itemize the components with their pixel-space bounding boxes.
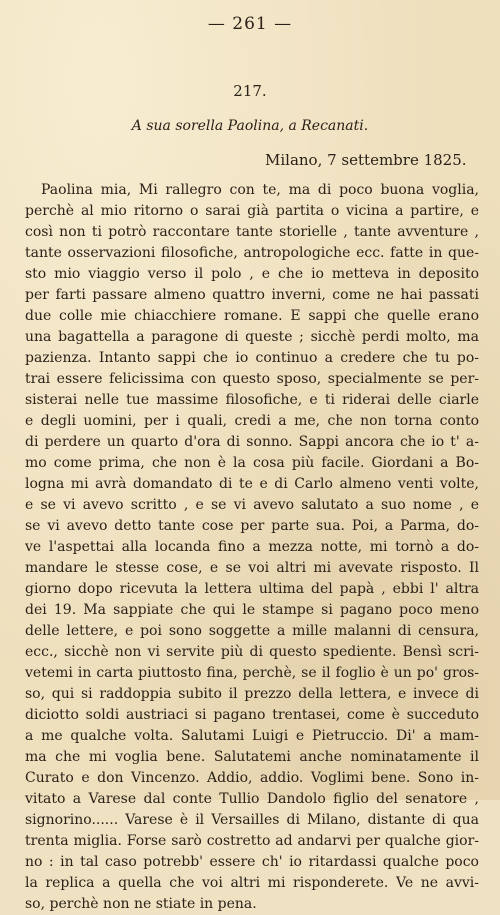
body-line: se vi avevo detto tante cose per parte sua. Poi, a Parma, do- — [25, 518, 479, 534]
body-line: ma che mi voglia bene. Salutatemi anche nominatamente il — [25, 749, 479, 765]
body-line: vitato a Varese dal conte Tullio Dandolo figlio del senatore , — [25, 791, 479, 807]
body-line: pazienza. Intanto sappi che io continuo a credere che tu po- — [25, 350, 479, 366]
body-line: trai essere felicissima con questo sposo, specialmente se per- — [25, 371, 479, 387]
body-line: e se vi avevo scritto , e se vi avevo salutato a suo nome , e — [25, 497, 479, 513]
letter-dateline: Milano, 7 settembre 1825. — [265, 151, 467, 169]
body-line: sisterai nelle tue massime filosofiche, e ti riderai delle ciarle — [25, 392, 479, 408]
body-line: per farti passare almeno quattro inverni, come ne hai passati — [25, 287, 479, 303]
page-number: — 261 — — [207, 14, 293, 34]
body-line: no : in tal caso potrebb' essere ch' io ritardassi qualche poco — [25, 854, 479, 870]
body-line: tante osservazioni filosofiche, antropologiche ecc. fatte in que- — [25, 245, 479, 261]
body-line: vetemi in carta piuttosto fina, perchè, se il foglio è un po' gros- — [25, 665, 479, 681]
letter-recipient: A sua sorella Paolina, a Recanati. — [131, 118, 369, 134]
body-line: signorino...... Varese è il Versailles di Milano, distante di qua — [25, 812, 479, 828]
body-line: so, perchè non ne stiate in pena. — [25, 896, 257, 912]
body-line: e degli uomini, per i quali, credi a me, che non torna conto — [25, 413, 479, 429]
body-line: ecc., sicchè non vi servite più di questo spediente. Bensì scri- — [25, 644, 479, 660]
body-line: una bagattella a paragone di queste ; sicchè perdi molto, ma — [25, 329, 479, 345]
body-line: a me qualche volta. Salutami Luigi e Pietruccio. Di' a mam- — [25, 728, 479, 744]
letter-number: 217. — [233, 82, 267, 100]
letter-body — [25, 180, 479, 915]
body-line: logna mi avrà domandato di te e di Carlo almeno venti volte, — [25, 476, 479, 492]
body-line: trenta miglia. Forse sarò costretto ad andarvi per qualche gior- — [25, 833, 479, 849]
body-line: delle lettere, e poi sono soggette a mille malanni di censura, — [25, 623, 479, 639]
body-line: mandare le stesse cose, e se voi altri mi avevate risposto. Il — [25, 560, 479, 576]
body-line: giorno dopo ricevuta la lettera ultima del papà , ebbi l' altra — [25, 581, 479, 597]
body-line: diciotto soldi austriaci si pagano trentasei, come è succeduto — [25, 707, 479, 723]
body-line: so, qui si raddoppia subito il prezzo della lettera, e invece di — [25, 686, 479, 702]
body-line: dei 19. Ma sappiate che qui le stampe si pagano poco meno — [25, 602, 479, 618]
body-line: così non ti potrò raccontare tante storielle , tante avventure , — [25, 224, 479, 240]
body-line: perchè al mio ritorno o sarai già partita o vicina a partire, e — [25, 203, 479, 219]
body-line: di perdere un quarto d'ora di sonno. Sappi ancora che io t' a- — [25, 434, 479, 450]
body-line: due colle mie chiacchiere romane. E sappi che quelle erano — [25, 308, 479, 324]
body-line: la replica a quella che voi altri mi risponderete. Ve ne avvi- — [25, 875, 479, 891]
body-line: Curato e don Vincenzo. Addio, addio. Voglimi bene. Sono in- — [25, 770, 479, 786]
body-line: sto mio viaggio verso il polo , e che io metteva in deposito — [25, 266, 479, 282]
body-line: mo come prima, che non è la cosa più facile. Giordani a Bo- — [25, 455, 479, 471]
body-line: Paolina mia, Mi rallegro con te, ma di poco buona voglia, — [41, 182, 479, 198]
body-line: ve l'aspettai alla locanda fino a mezza notte, mi tornò a do- — [25, 539, 479, 555]
